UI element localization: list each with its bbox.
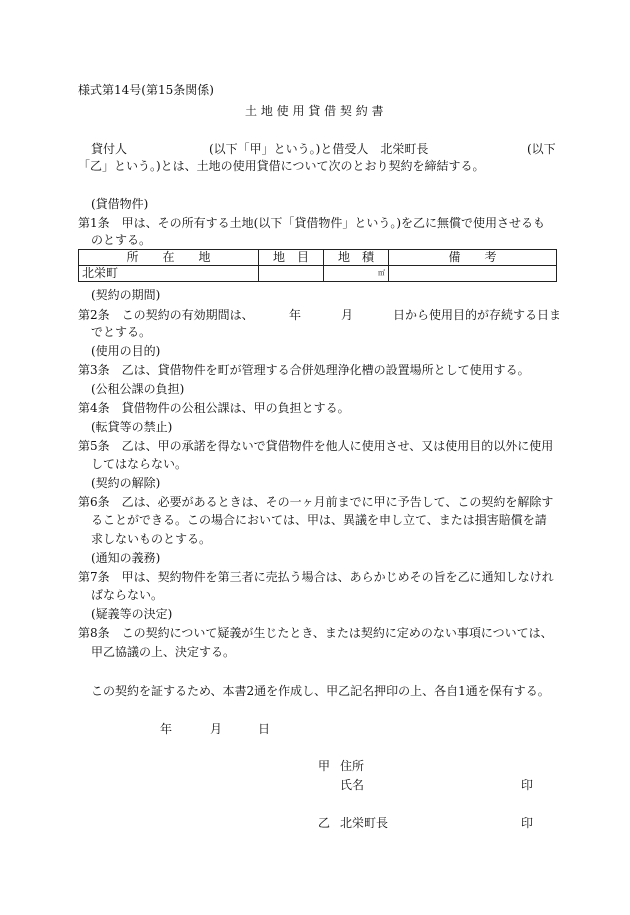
ko-name-label: 氏名 xyxy=(340,778,365,792)
intro-line1-text: (以下「甲」という。)と借受人 北栄町長 xyxy=(209,142,429,156)
header-category: 地 目 xyxy=(259,250,324,266)
article7-line1: 第7条 甲は、契約物件を第三者に売払う場合は、あらかじめその旨を乙に通知しなけれ xyxy=(78,570,554,584)
article5-line1: 第5条 乙は、甲の承諾を得ないで貸借物件を他人に使用させ、又は使用目的以外に使用 xyxy=(78,439,554,453)
ko-label: 甲 xyxy=(318,759,331,773)
date-year: 年 xyxy=(160,722,173,736)
article5-line2: してはならない。 xyxy=(91,457,188,471)
article2-year: 年 xyxy=(289,308,302,322)
article3-line1: 第3条 乙は、貸借物件を町が管理する合併処理浄化槽の設置場所として使用する。 xyxy=(78,363,530,377)
article1-heading: (貸借物件) xyxy=(91,197,149,211)
article6-line1: 第6条 乙は、必要があるときは、その一ヶ月前までに甲に予告して、この契約を解除す xyxy=(78,495,554,509)
cell-remarks xyxy=(389,266,557,282)
intro-line1-end: (以下 xyxy=(527,142,556,156)
article1-line2: のとする。 xyxy=(91,233,152,247)
article4-heading: (公租公課の負担) xyxy=(91,382,185,396)
closing-statement: この契約を証するため、本書2通を作成し、甲乙記名押印の上、各自1通を保有する。 xyxy=(91,684,550,698)
article4-line1: 第4条 貸借物件の公租公課は、甲の負担とする。 xyxy=(78,401,350,415)
article6-line2: ることができる。この場合においては、甲は、異議を申し立て、または損害賠償を請 xyxy=(91,513,547,527)
article8-line2: 甲乙協議の上、決定する。 xyxy=(91,645,236,659)
cell-area: ㎡ xyxy=(324,266,389,282)
article3-heading: (使用の目的) xyxy=(91,344,161,358)
otsu-seal: 印 xyxy=(521,816,534,830)
form-number: 様式第14号(第15条関係) xyxy=(78,83,214,97)
header-location: 所 在 地 xyxy=(79,250,259,266)
article6-heading: (契約の解除) xyxy=(91,476,161,490)
intro-line2: 「乙」という。)とは、土地の使用貸借について次のとおり契約を締結する。 xyxy=(78,159,485,173)
header-area: 地 積 xyxy=(324,250,389,266)
article1-line1: 第1条 甲は、その所有する土地(以下「貸借物件」という。)を乙に無償で使用させるも xyxy=(78,216,546,230)
ko-address-label: 住所 xyxy=(340,759,365,773)
cell-location: 北栄町 xyxy=(79,266,259,282)
article8-line1: 第8条 この契約について疑義が生じたとき、または契約に定めのない事項については、 xyxy=(78,626,553,640)
article6-line3: 求しないものとする。 xyxy=(91,532,212,546)
article8-heading: (疑義等の決定) xyxy=(91,607,173,621)
article2-month: 月 xyxy=(341,308,354,322)
article2-line1-a: 第2条 この契約の有効期間は、 xyxy=(78,308,254,322)
document-title: 土 地 使 用 貸 借 契 約 書 xyxy=(245,104,384,118)
article2-line1-b: 日から使用目的が存続する日ま xyxy=(393,308,562,322)
table-row xyxy=(79,266,557,282)
otsu-name: 北栄町長 xyxy=(340,816,389,830)
ko-seal: 印 xyxy=(521,778,534,792)
otsu-label: 乙 xyxy=(318,816,331,830)
date-day: 日 xyxy=(258,722,271,736)
article7-line2: ばならない。 xyxy=(91,588,164,602)
article2-line2: でとする。 xyxy=(91,325,152,339)
header-remarks: 備 考 xyxy=(389,250,557,266)
intro-lender-label: 貸付人 xyxy=(91,142,128,156)
table-header-row xyxy=(79,250,557,266)
cell-category xyxy=(259,266,324,282)
date-month: 月 xyxy=(210,722,223,736)
article7-heading: (通知の義務) xyxy=(91,551,161,565)
property-table xyxy=(78,249,557,282)
article5-heading: (転貸等の禁止) xyxy=(91,420,173,434)
article2-heading: (契約の期間) xyxy=(91,288,161,302)
